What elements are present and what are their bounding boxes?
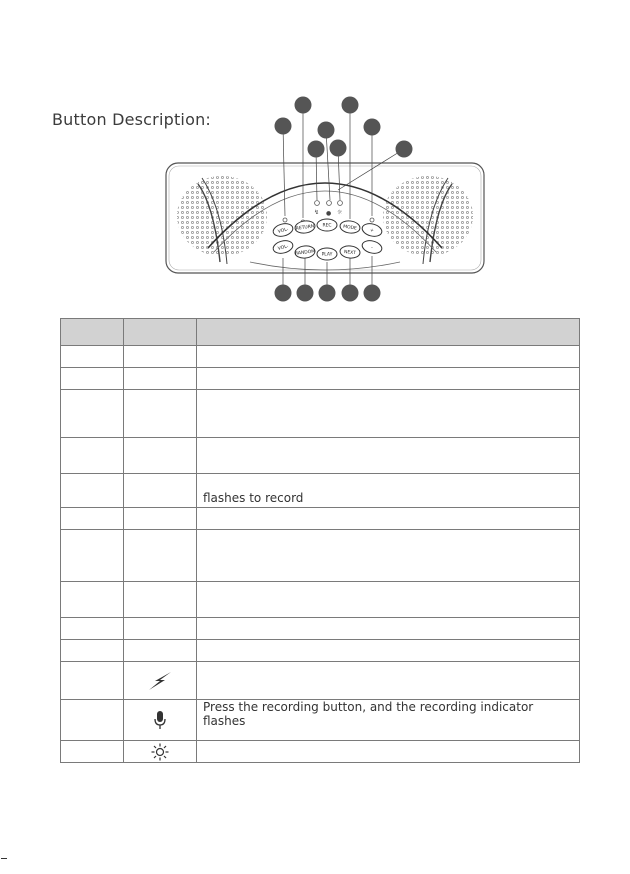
header-cell: [124, 319, 197, 346]
button-description-table: [60, 318, 580, 763]
table-row: [61, 368, 580, 390]
device-button-label: NEXT: [343, 249, 357, 257]
page-heading: Button Description:: [52, 110, 211, 129]
header-cell: [61, 319, 124, 346]
device-diagram: [0, 0, 630, 310]
table-row: [61, 640, 580, 662]
microphone-icon: ●: [326, 210, 332, 217]
table-row: [61, 530, 580, 582]
sun-icon: [151, 743, 169, 761]
table-row: [61, 508, 580, 530]
row-description: flashes to record: [203, 491, 304, 505]
table-row: [61, 618, 580, 640]
lightning-icon: [147, 671, 173, 691]
table-row: [61, 346, 580, 368]
table-row: [61, 390, 580, 438]
sun-icon: ☼: [337, 209, 343, 216]
device-button-label: VOL-: [277, 227, 290, 235]
device-button-label: RANDOM: [294, 249, 316, 257]
table-row: [61, 741, 580, 763]
lightning-icon: ↯: [314, 209, 320, 216]
device-button-label: -: [370, 245, 374, 251]
row-description: [203, 760, 579, 762]
microphone-icon: [153, 710, 167, 730]
device-button: [317, 248, 337, 260]
table-row: [61, 582, 580, 618]
device-button-label: REC: [322, 223, 332, 229]
header-cell: [197, 319, 580, 346]
device-button: [317, 219, 337, 231]
device-button-label: VOL-: [277, 244, 290, 252]
device-button-label: RETURN: [295, 224, 315, 232]
device-button-label: PLAY: [321, 252, 333, 258]
device-button-label: +: [369, 228, 375, 234]
row-description: Press the recording button, and the recording indicator flashes: [203, 700, 534, 728]
device-button-label: MODE: [342, 224, 357, 232]
table-row: [61, 700, 580, 741]
table-row: [61, 438, 580, 474]
table-row: [61, 662, 580, 700]
page-mark: [1, 858, 7, 859]
callout-markers-bottom: [275, 285, 381, 302]
callout-markers-top: [275, 97, 413, 158]
table-row: [61, 474, 580, 508]
table-header-row: [61, 319, 580, 346]
